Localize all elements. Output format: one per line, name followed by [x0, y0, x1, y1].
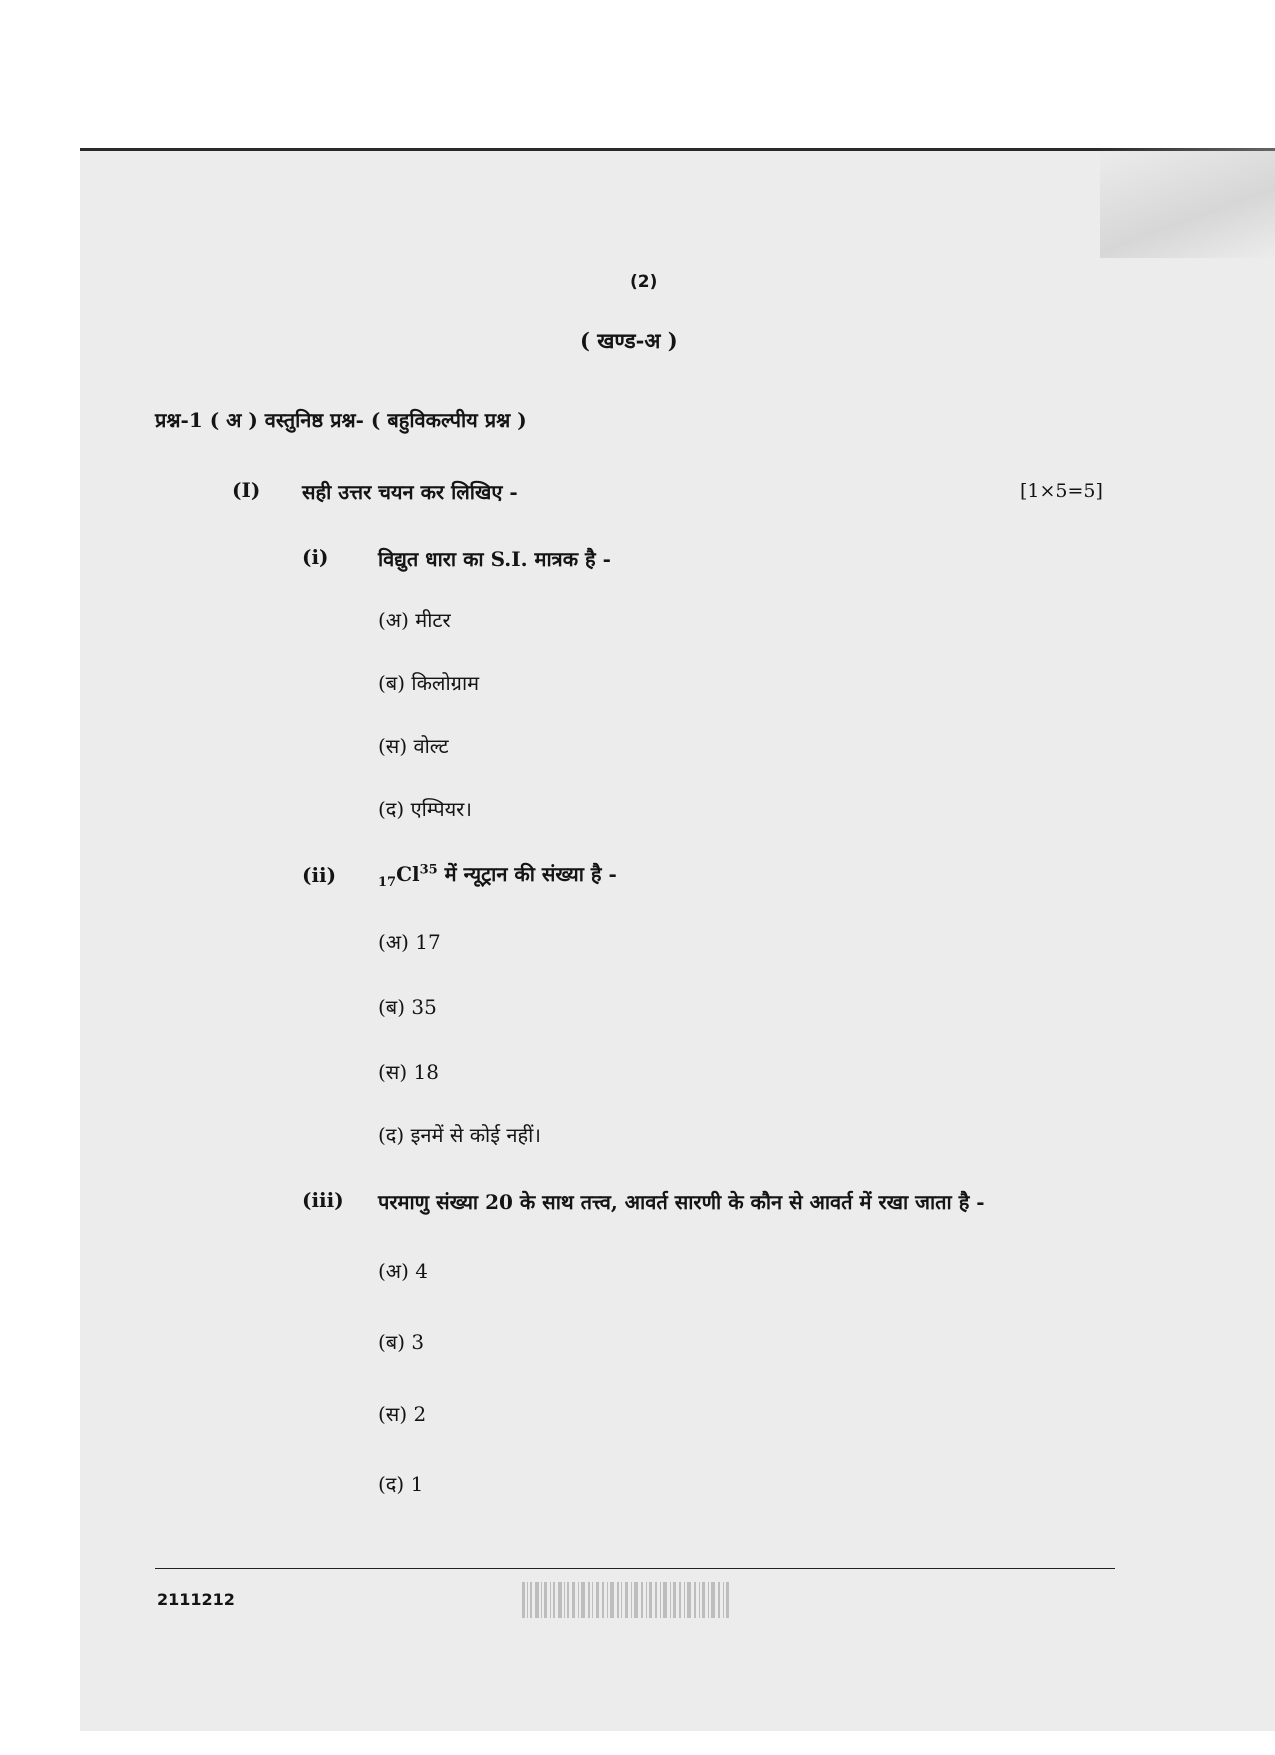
option-d: (द) इनमें से कोई नहीं।: [378, 1123, 541, 1147]
option-b: (ब) किलोग्राम: [378, 671, 480, 695]
option-d: (द) 1: [378, 1472, 424, 1496]
exam-page-sheet: [80, 148, 1275, 1731]
chem-symbol: Cl: [396, 862, 420, 886]
sub-question-number: (iii): [302, 1188, 344, 1212]
question-heading: प्रश्न-1 ( अ ) वस्तुनिष्ठ प्रश्न- ( बहुविकल्पीय प्रश्न ): [155, 408, 527, 432]
option-b: (ब) 35: [378, 995, 437, 1019]
option-a: (अ) मीटर: [378, 608, 451, 632]
chem-mass-number: 35: [419, 862, 438, 878]
sub-question-text: [378, 860, 617, 890]
paper-code: 2111212: [157, 1590, 235, 1609]
chem-atomic-number: 17: [378, 875, 397, 890]
footer-divider: [155, 1568, 1115, 1569]
option-a: (अ) 4: [378, 1259, 428, 1283]
marks-allocation: [1×5=5]: [1020, 480, 1103, 502]
sub-question-text: परमाणु संख्या 20 के साथ तत्त्व, आवर्त सारणी के कौन से आवर्त में रखा जाता है -: [378, 1190, 985, 1214]
option-c: (स) 18: [378, 1060, 439, 1084]
sub-question-number: (i): [302, 545, 329, 569]
part-number: (I): [232, 478, 261, 502]
option-a: (अ) 17: [378, 930, 441, 954]
option-c: (स) वोल्ट: [378, 734, 449, 758]
part-instruction: सही उत्तर चयन कर लिखिए -: [302, 480, 518, 504]
barcode-icon: [522, 1582, 732, 1618]
option-d: (द) एम्पियर।: [378, 797, 472, 821]
page-number: (2): [630, 272, 658, 292]
option-b: (ब) 3: [378, 1330, 425, 1354]
sub-question-text: विद्युत धारा का S.I. मात्रक है -: [378, 547, 611, 571]
sub-question-text-rest: में न्यूट्रान की संख्या है -: [437, 862, 617, 886]
option-c: (स) 2: [378, 1402, 427, 1426]
page-fold-shadow: [1100, 148, 1275, 258]
section-title: ( खण्ड-अ ): [580, 328, 678, 353]
sub-question-number: (ii): [302, 863, 337, 887]
